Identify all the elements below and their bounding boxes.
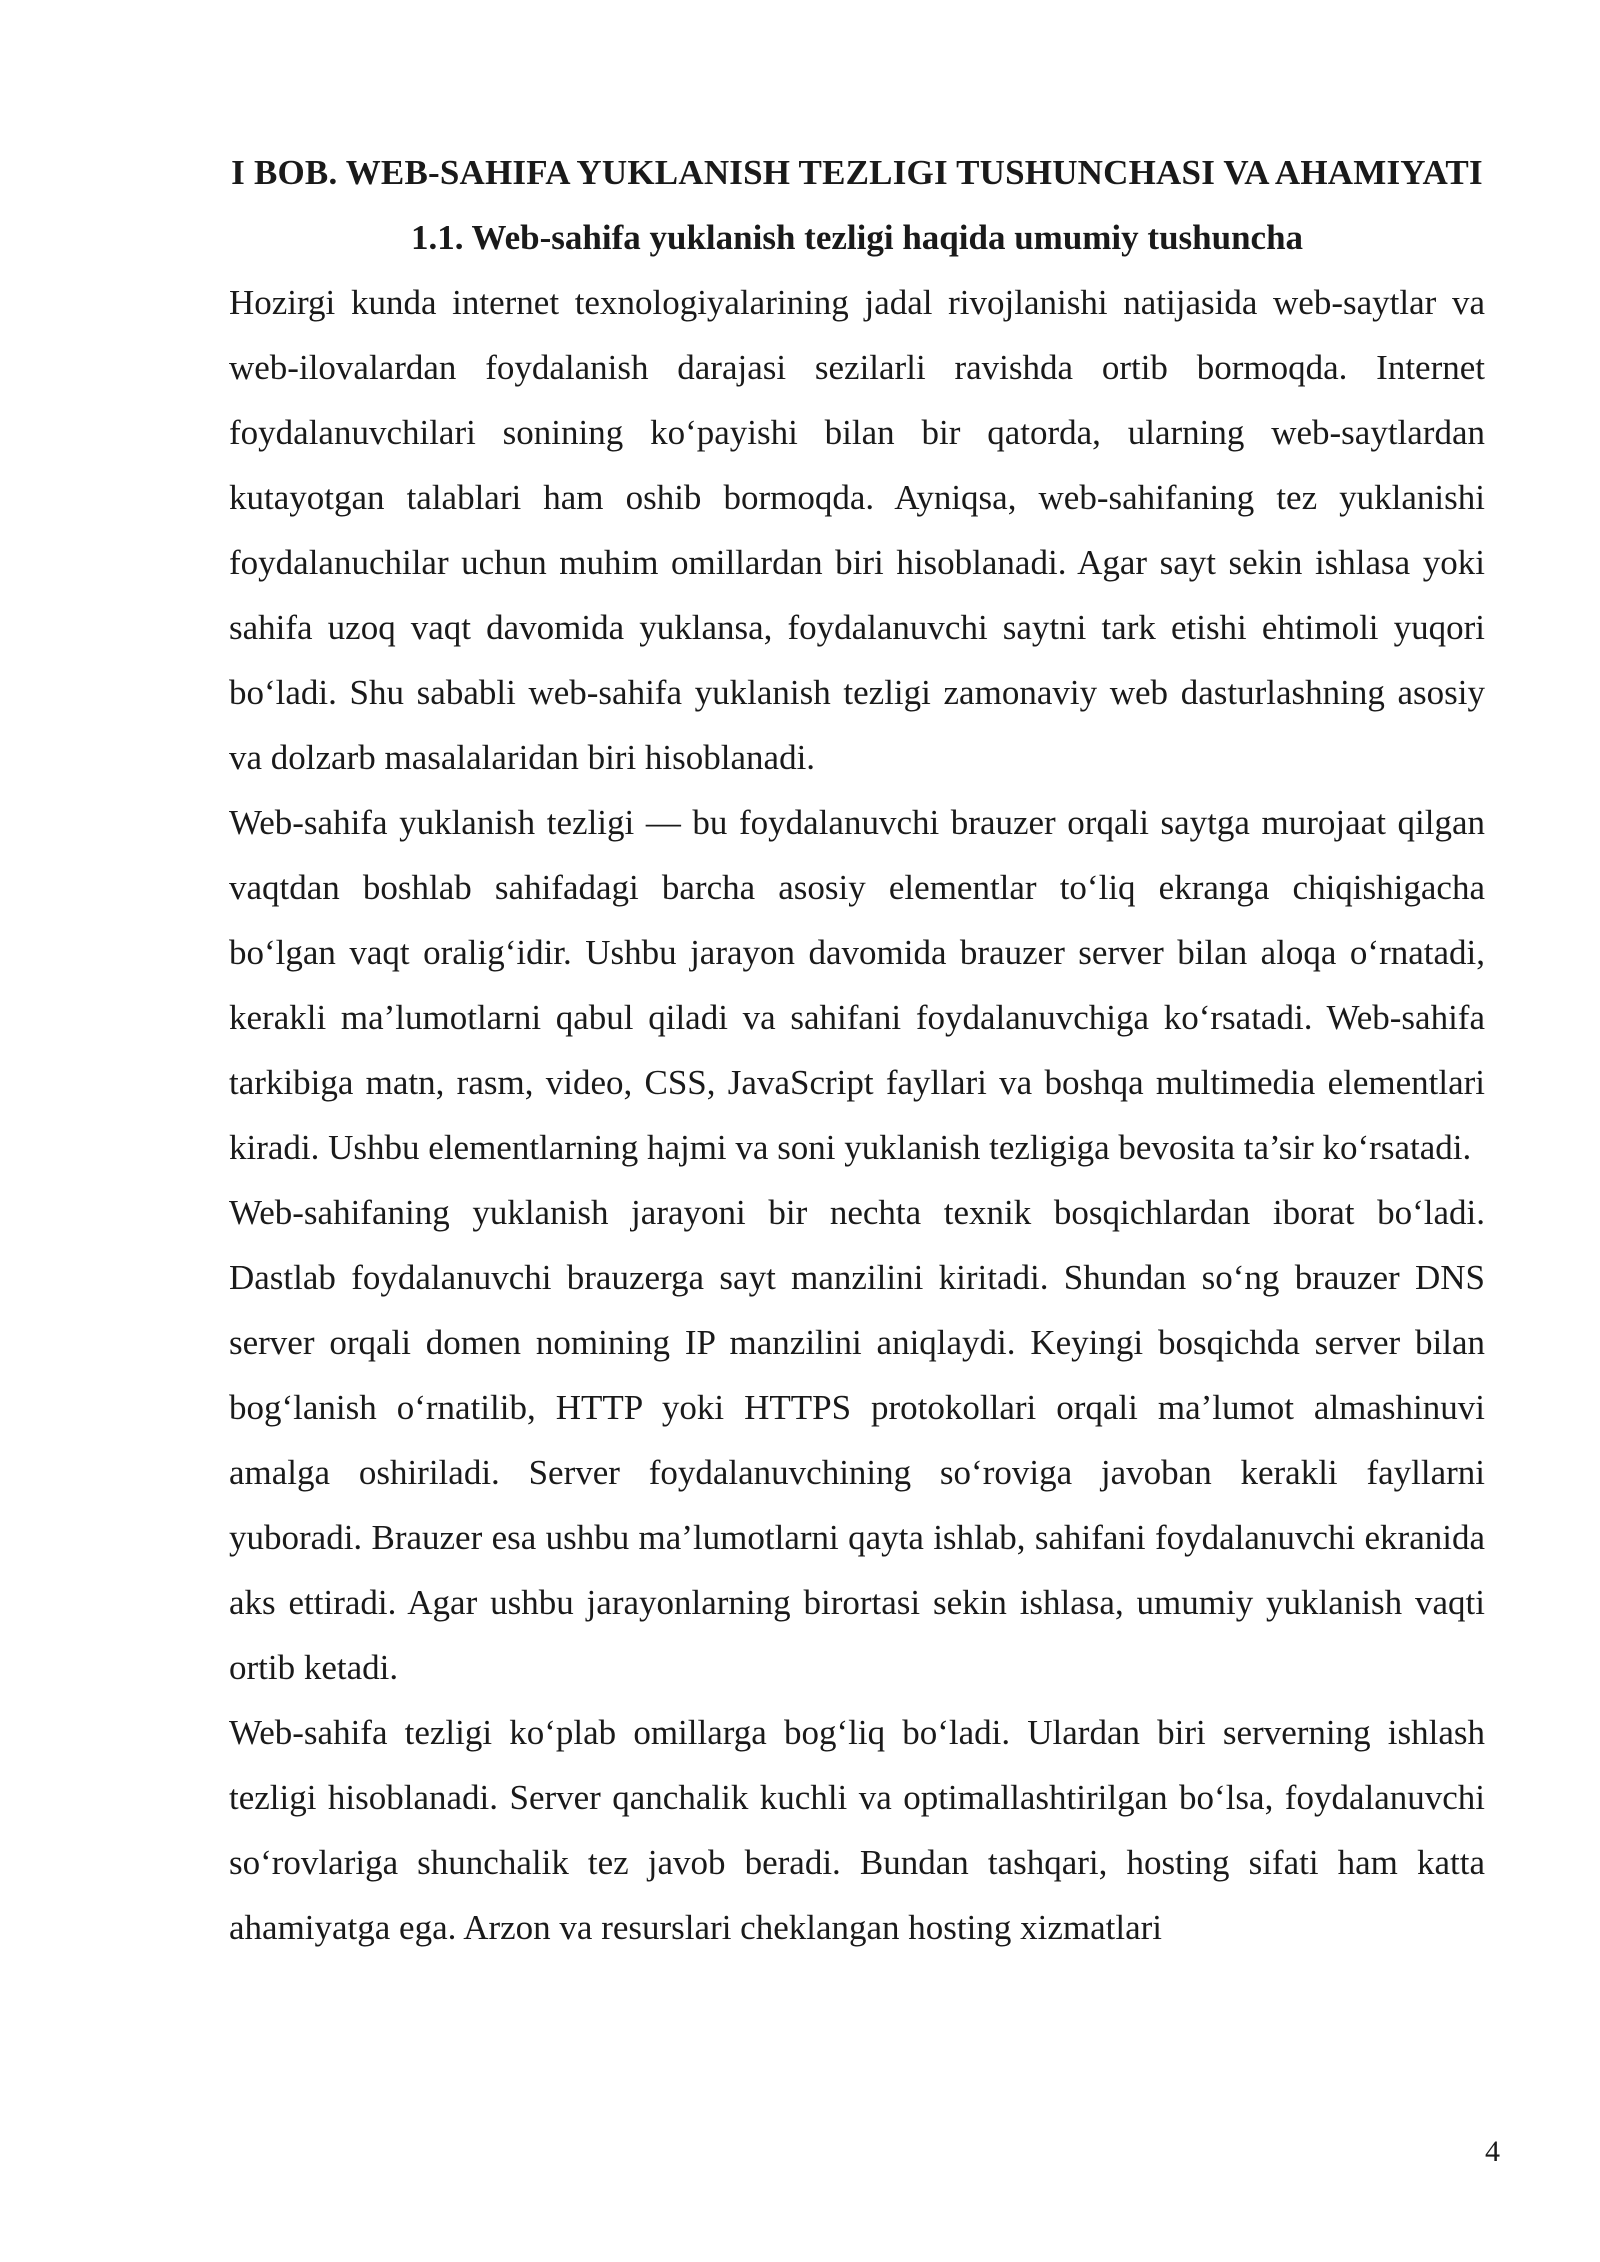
paragraph: Web-sahifa yuklanish tezligi — bu foydalanuvchi brauzer orqali saytga murojaat qilgan vaqtdan boshlab sahifadagi barcha asosiy elementlar to‘liq ekranga chiqishigacha bo‘lgan vaqt oralig‘idir. Ushbu jarayon davomida brauzer server bilan aloqa o‘rnatadi, kerakli ma’lumotlarni qabul qiladi va sahifani foydalanuvchiga ko‘rsatadi. Web-sahifa tarkibiga matn, rasm, video, CSS, JavaScript fayllari va boshqa multimedia elementlari kiradi. Ushbu elementlarning hajmi va soni yuklanish tezligiga bevosita ta’sir ko‘rsatadi. xyxy=(229,803,1485,1167)
paragraph: Hozirgi kunda internet texnologiyalarining jadal rivojlanishi natijasida web-saytlar va web-ilovalardan foydalanish darajasi sezilarli ravishda ortib bormoqda. Internet foydalanuvchilari sonining ko‘payishi bilan bir qatorda, ularning web-saytlardan kutayotgan talablari ham oshib bormoqda. Ayniqsa, web-sahifaning tez yuklanishi foydalanuchilar uchun muhim omillardan biri hisoblanadi. Agar sayt sekin ishlasa yoki sahifa uzoq vaqt davomida yuklansa, foydalanuvchi saytni tark etishi ehtimoli yuqori bo‘ladi. Shu sababli web-sahifa yuklanish tezligi zamonaviy web dasturlashning asosiy va dolzarb masalalaridan biri hisoblanadi. xyxy=(229,283,1485,777)
page-number: 4 xyxy=(1485,2135,1500,2168)
paragraph: Web-sahifa tezligi ko‘plab omillarga bog‘liq bo‘ladi. Ulardan biri serverning ishlash tezligi hisoblanadi. Server qanchalik kuchli va optimallashtirilgan bo‘lsa, foydalanuvchi so‘rovlariga shunchalik tez javob beradi. Bundan tashqari, hosting sifati ham katta ahamiyatga ega. Arzon va resurslari cheklangan hosting xizmatlari xyxy=(229,1713,1485,1947)
paragraph: Web-sahifaning yuklanish jarayoni bir nechta texnik bosqichlardan iborat bo‘ladi. Dastlab foydalanuvchi brauzerga sayt manzilini kiritadi. Shundan so‘ng brauzer DNS server orqali domen nomining IP manzilini aniqlaydi. Keyingi bosqichda server bilan bog‘lanish o‘rnatilib, HTTP yoki HTTPS protokollari orqali ma’lumot almashinuvi amalga oshiriladi. Server foydalanuvchining so‘roviga javoban kerakli fayllarni yuboradi. Brauzer esa ushbu ma’lumotlarni qayta ishlab, sahifani foydalanuvchi ekranida aks ettiradi. Agar ushbu jarayonlarning birortasi sekin ishlasa, umumiy yuklanish vaqti ortib ketadi. xyxy=(229,1193,1485,1687)
chapter-title: I BOB. WEB-SAHIFA YUKLANISH TEZLIGI TUSHUNCHASI VA AHAMIYATI xyxy=(231,153,1483,192)
section-title: 1.1. Web-sahifa yuklanish tezligi haqida umumiy tushuncha xyxy=(410,218,1304,257)
page-content xyxy=(229,140,1485,1960)
